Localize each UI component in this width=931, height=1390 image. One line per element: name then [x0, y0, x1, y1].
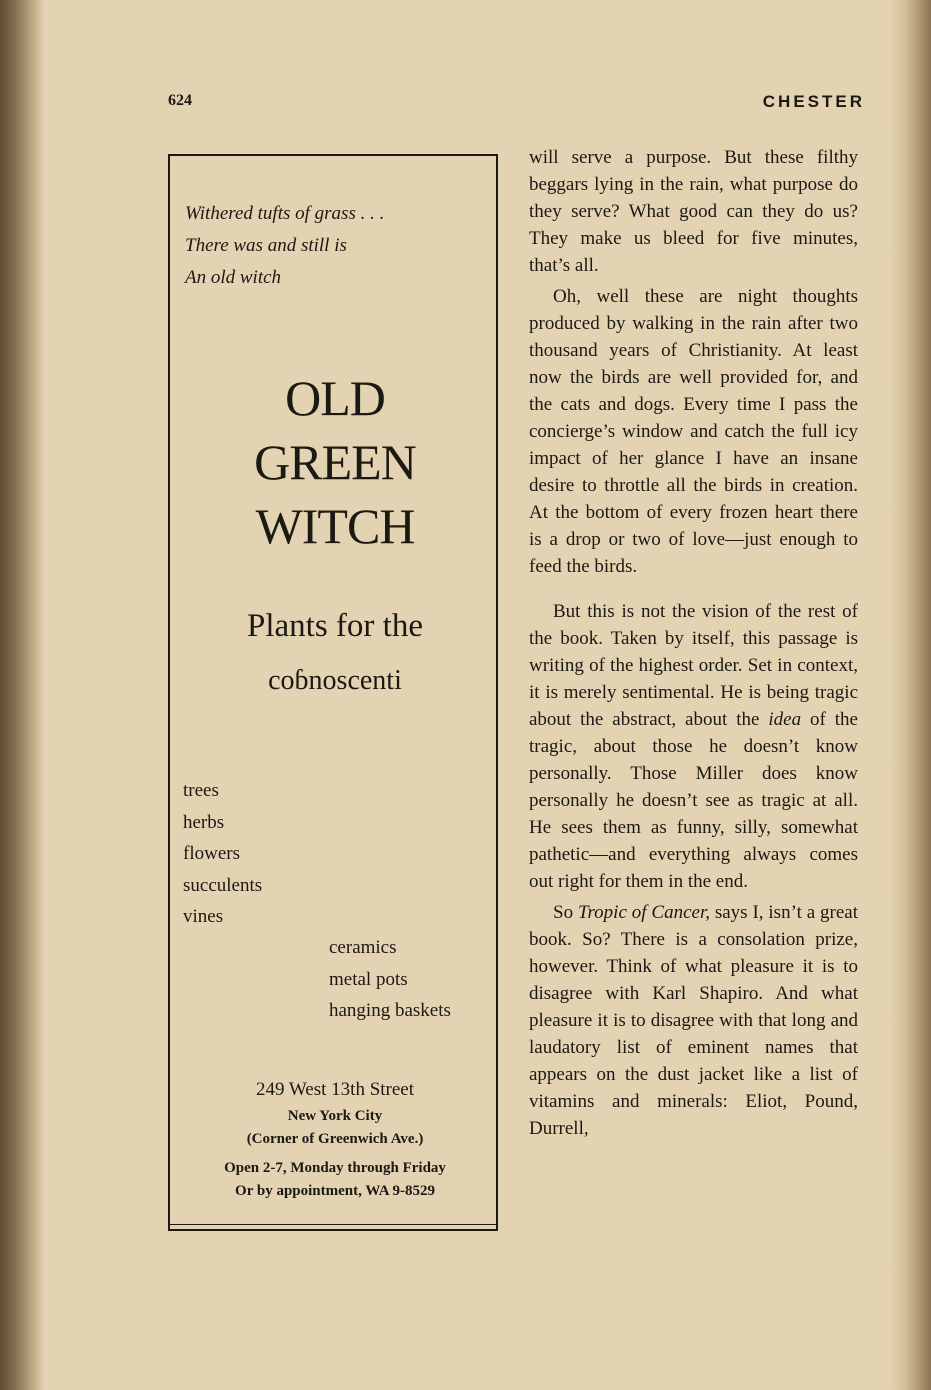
running-head: CHESTER [762, 92, 865, 111]
paragraph [529, 598, 858, 895]
advertisement-box [168, 154, 498, 1231]
ad-appointment: Or by appointment, WA 9-8529 [235, 1183, 435, 1199]
list-item: succulents [183, 874, 263, 896]
ad-hours: Open 2-7, Monday through Friday [224, 1160, 446, 1176]
ad-street: 249 West 13th Street [255, 1079, 415, 1100]
list-item: vines [183, 906, 224, 927]
article-column [529, 144, 858, 1142]
list-item: trees [183, 780, 219, 801]
text-span: says I, isn’t a great book. So? There is a consolation prize, however. Think of what pleasure it is to disagree with Karl Shapiro. And what pleasure it is to disagree with that long and laudatory list of eminent names that appears on the dust jacket like a list of vitamins and minerals: Eliot, Pound, Durrell, [529, 902, 858, 1139]
ad-title-line: GREEN [254, 434, 416, 490]
haiku-line: There was and still is [185, 235, 347, 256]
goods-list [329, 932, 451, 1027]
ad-bottom-rule [170, 1224, 496, 1225]
list-item: metal pots [329, 968, 408, 990]
ad-haiku [185, 198, 384, 294]
plant-list [183, 775, 262, 933]
ad-subtitle: Plants for the [247, 608, 423, 644]
paragraph: will serve a purpose. But these filthy beggars lying in the rain, what purpose do they serve? What good can they do us? They make us bleed for five minutes, that’s all. [529, 147, 858, 276]
ad-subtitle-2: coɓnoscenti [268, 665, 402, 696]
list-item: herbs [183, 811, 225, 833]
text-span: But this is not the vision of the rest of the book. Taken by itself, this passage is writing of the highest order. Set in context, it is merely sentimental. He is being tragic about the abstract, about the [529, 601, 858, 730]
ad-title-line: OLD [285, 370, 385, 426]
paragraph [529, 899, 858, 1142]
haiku-line: An old witch [185, 267, 282, 288]
list-item: flowers [183, 843, 240, 864]
haiku-line: Withered tufts of grass . . . [185, 203, 385, 224]
ad-corner: (Corner of Greenwich Ave.) [246, 1131, 424, 1147]
list-item: ceramics [329, 937, 397, 958]
ad-title-line: WITCH [255, 498, 415, 554]
book-spine-shadow [0, 0, 44, 1390]
list-item: hanging baskets [329, 1000, 451, 1021]
italic-word: idea [768, 709, 802, 730]
book-title: Tropic of Cancer, [577, 902, 710, 923]
page-number: 624 [168, 92, 192, 109]
paragraph: Oh, well these are night thoughts produced by walking in the rain after two thousand years of Christianity. At least now the birds are well provided for, and the cats and dogs. Every time I pass the concierge’s window and catch the full icy impact of her glance I have an insane desire to throttle all the birds in creation. At the bottom of every frozen heart there is a drop or two of love—just enough to feed the birds. [529, 286, 858, 577]
text-span: of the tragic, about those he doesn’t know personally. Those Miller does know personally he doesn’t see as tragic at all. He sees them as funny, silly, somewhat pathetic—and everything always comes out right for them in the end. [529, 709, 858, 892]
text-span: So [553, 902, 578, 923]
ad-city: New York City [287, 1108, 383, 1124]
page-edge-shadow [889, 0, 931, 1390]
